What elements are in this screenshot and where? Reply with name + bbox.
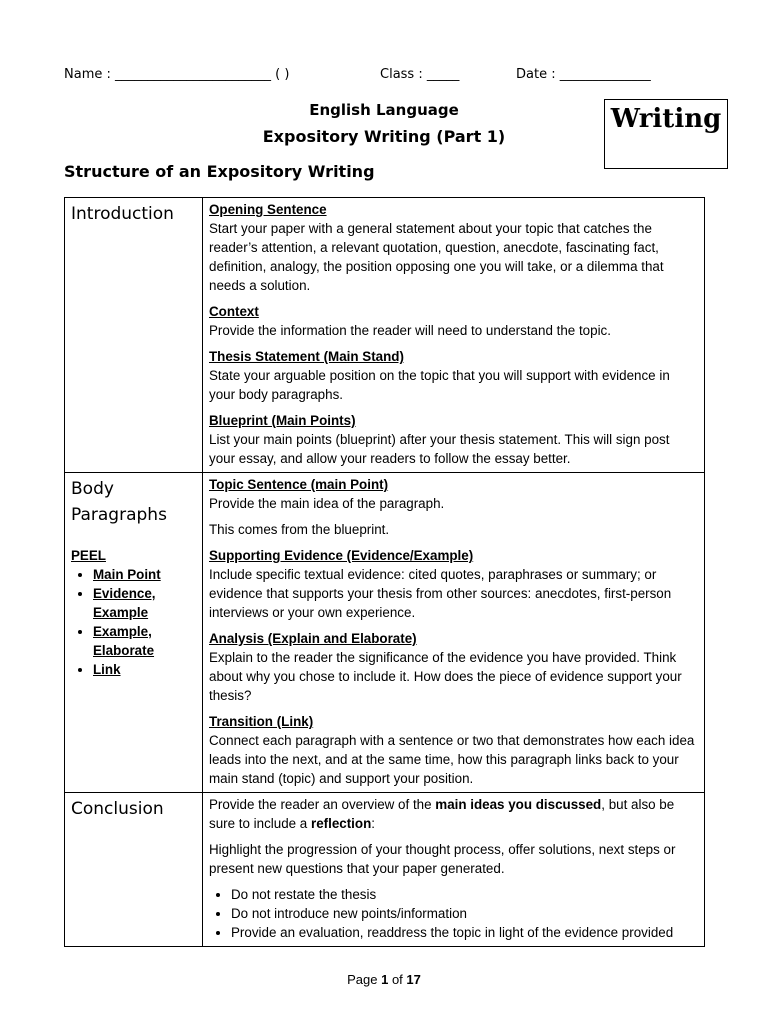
supporting-evidence-block bbox=[209, 546, 698, 622]
item-heading: Opening Sentence bbox=[209, 202, 327, 217]
analysis-block bbox=[209, 629, 698, 705]
conclusion-points bbox=[209, 885, 698, 942]
item-heading: Transition (Link) bbox=[209, 714, 314, 729]
item-text: Provide the main idea of the paragraph. bbox=[209, 496, 445, 511]
conclusion-highlight: Highlight the progression of your thought process, offer solutions, next steps or present new questions that your paper generated. bbox=[209, 842, 676, 876]
total-pages: 17 bbox=[406, 972, 421, 987]
text-run: : bbox=[371, 816, 375, 831]
item-text: This comes from the blueprint. bbox=[209, 522, 390, 537]
item-text: Connect each paragraph with a sentence or two that demonstrates how each idea leads into the next, and at the same time, how this paragraph links back to your main stand (topic) and support your position. bbox=[209, 733, 695, 786]
current-page: 1 bbox=[381, 972, 389, 987]
context-block bbox=[209, 302, 698, 340]
item-heading: Blueprint (Main Points) bbox=[209, 413, 356, 428]
content-cell bbox=[203, 198, 705, 473]
item-heading: Context bbox=[209, 304, 259, 319]
page-prefix: Page bbox=[347, 972, 382, 987]
list-item: • Provide an evaluation, readdress the topic in light of the evidence provided bbox=[231, 923, 698, 942]
structure-table bbox=[64, 197, 705, 947]
section-heading: Structure of an Expository Writing bbox=[64, 162, 375, 181]
text-run: , but also be sure to include a bbox=[209, 797, 675, 831]
peel-item: • Evidence, Example bbox=[93, 584, 196, 622]
row-label-introduction: Introduction bbox=[71, 204, 174, 224]
item-text: Include specific textual evidence: cited quotes, paraphrases or summary; or evidence that supports your thesis from other sources: anecdotes, first-person interviews or your own experience. bbox=[209, 567, 672, 620]
class-field: Class : _____ bbox=[380, 67, 460, 82]
peel-item: • Main Point bbox=[93, 565, 196, 584]
label-cell bbox=[65, 473, 203, 793]
text-run: Provide the reader an overview of the bbox=[209, 797, 436, 812]
content-cell bbox=[203, 473, 705, 793]
name-field: Name : ________________________ ( ) bbox=[64, 67, 290, 82]
list-item: • Do not restate the thesis bbox=[231, 885, 698, 904]
document-title: Expository Writing (Part 1) bbox=[262, 127, 506, 146]
conclusion-overview bbox=[209, 795, 698, 833]
subject-title: English Language bbox=[309, 101, 459, 119]
opening-sentence-block bbox=[209, 200, 698, 295]
page-footer bbox=[0, 972, 768, 987]
table-row-conclusion bbox=[65, 793, 705, 947]
peel-item: • Link bbox=[93, 660, 196, 679]
item-text: Start your paper with a general statement about your topic that catches the reader’s attention, a relevant quotation, question, anecdote, fascinating fact, definition, analogy, the position opposing one you will take, or a dilemma that needs a solution. bbox=[209, 221, 664, 293]
label-cell bbox=[65, 198, 203, 473]
item-heading: Thesis Statement (Main Stand) bbox=[209, 349, 404, 364]
peel-title: PEEL bbox=[71, 548, 106, 563]
row-label-body: Body Paragraphs bbox=[71, 479, 167, 525]
list-item: • Do not introduce new points/information bbox=[231, 904, 698, 923]
item-text: State your arguable position on the topic that you will support with evidence in your body paragraphs. bbox=[209, 368, 670, 402]
date-field: Date : ______________ bbox=[516, 67, 651, 82]
label-cell bbox=[65, 793, 203, 947]
table-row-introduction bbox=[65, 198, 705, 473]
content-cell bbox=[203, 793, 705, 947]
row-label-conclusion: Conclusion bbox=[71, 799, 164, 819]
transition-block bbox=[209, 712, 698, 788]
writing-tag-box: Writing bbox=[604, 99, 728, 169]
item-text: Provide the information the reader will need to understand the topic. bbox=[209, 323, 611, 338]
peel-list bbox=[71, 565, 196, 679]
table-row-body bbox=[65, 473, 705, 793]
peel-item: • Example, Elaborate bbox=[93, 622, 196, 660]
item-heading: Topic Sentence (main Point) bbox=[209, 477, 389, 492]
topic-sentence-block bbox=[209, 475, 698, 539]
thesis-block bbox=[209, 347, 698, 404]
item-text: Explain to the reader the significance of the evidence you have provided. Think about why you chose to include it. How does the piece of evidence support your thesis? bbox=[209, 650, 682, 703]
text-run-bold: main ideas you discussed bbox=[435, 797, 602, 812]
blueprint-block bbox=[209, 411, 698, 468]
text-run-bold: reflection bbox=[310, 816, 372, 831]
item-text: List your main points (blueprint) after your thesis statement. This will sign post your essay, and allow your readers to follow the essay better. bbox=[209, 432, 670, 466]
page-of: of bbox=[388, 972, 407, 987]
item-heading: Analysis (Explain and Elaborate) bbox=[209, 631, 417, 646]
item-heading: Supporting Evidence (Evidence/Example) bbox=[209, 548, 474, 563]
